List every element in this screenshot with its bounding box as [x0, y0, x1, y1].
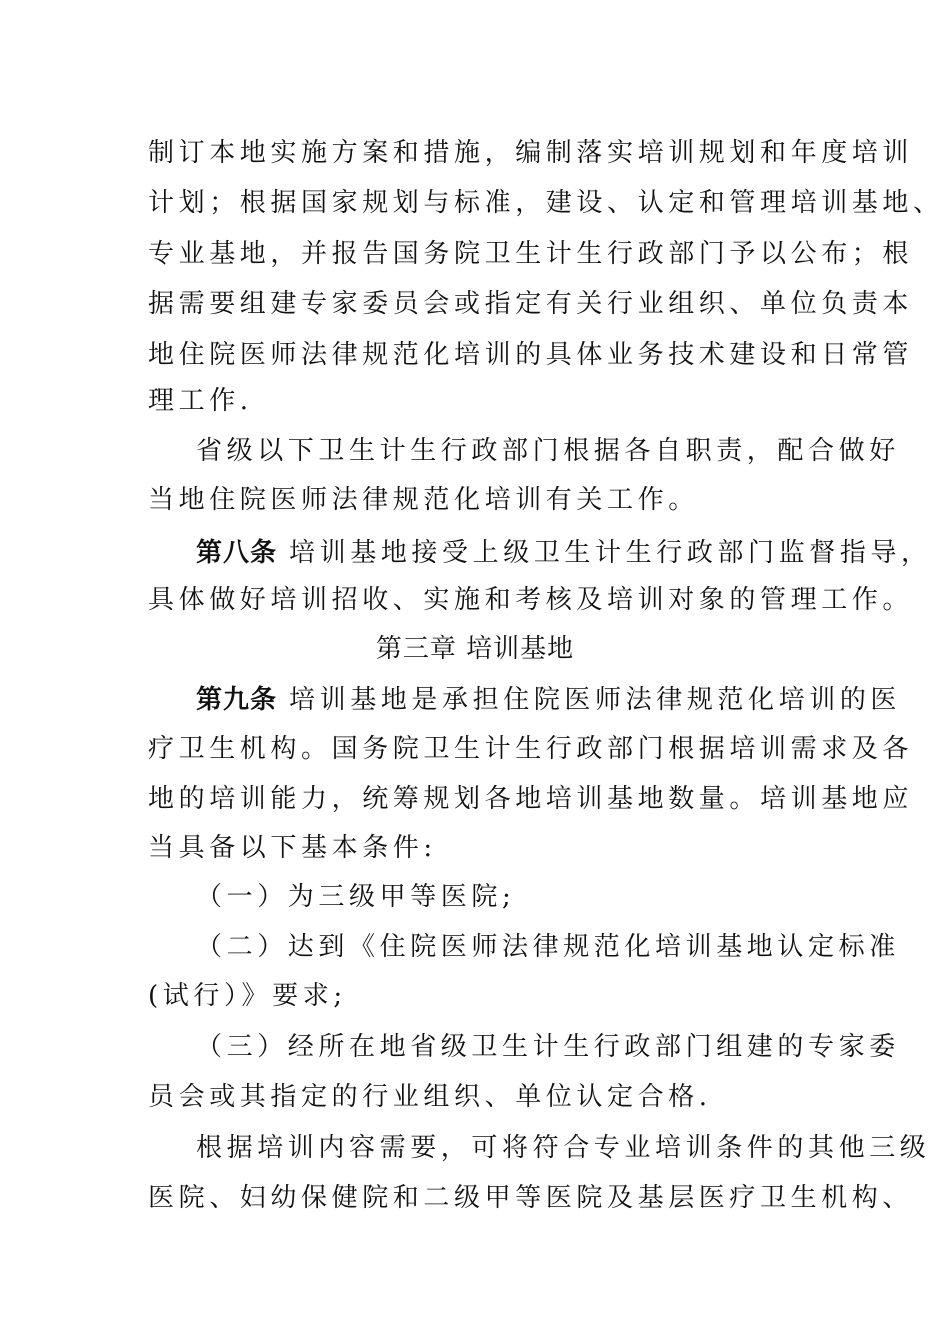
paragraph-line: 地的培训能力，统筹规划各地培训基地数量。培训基地应 — [148, 784, 914, 814]
chapter-heading: 第三章 培训基地 — [375, 634, 575, 664]
article-8-text: 培训基地接受上级卫生计生行政部门监督指导， — [289, 538, 932, 568]
paragraph-line: 根据培训内容需要，可将符合专业培训条件的其他三级 — [196, 1133, 931, 1163]
article-9-text: 培训基地是承担住院医师法律规范化培训的医 — [289, 685, 902, 715]
paragraph-line: 员会或其指定的行业组织、单位认定合格. — [148, 1082, 712, 1112]
paragraph-line: 省级以下卫生计生行政部门根据各自职责，配合做好 — [196, 436, 900, 466]
paragraph-line: 疗卫生机构。国务院卫生计生行政部门根据培训需求及各 — [148, 734, 914, 764]
paragraph-line: 理工作. — [148, 386, 253, 416]
paragraph-line: 当具备以下基本条件: — [148, 833, 437, 863]
paragraph-line: 据需要组建专家委员会或指定有关行业组织、单位负责本 — [148, 289, 914, 319]
article-9-label: 第九条 — [196, 685, 278, 715]
paragraph-line: 医院、妇幼保健院和二级甲等医院及基层医疗卫生机构、 — [148, 1183, 914, 1213]
paragraph-line: 当地住院医师法律规范化培训有关工作。 — [148, 485, 699, 515]
paragraph-line: (试行）》要求; — [148, 981, 347, 1011]
article-8-label: 第八条 — [196, 538, 278, 568]
paragraph-line: 制订本地实施方案和措施，编制落实培训规划和年度培训 — [148, 138, 914, 168]
list-item: （一）为三级甲等医院; — [196, 882, 516, 912]
paragraph-line: 计划；根据国家规划与标准，建设、认定和管理培训基地、 — [148, 188, 944, 218]
paragraph-line: 地住院医师法律规范化培训的具体业务技术建设和日常管 — [148, 340, 914, 370]
list-item: （三）经所在地省级卫生计生行政部门组建的专家委 — [196, 1032, 900, 1062]
paragraph-line: 专业基地，并报告国务院卫生计生行政部门予以公布；根 — [148, 239, 914, 269]
article-9-line — [196, 683, 901, 717]
list-item: （二）达到《住院医师法律规范化培训基地认定标准 — [196, 932, 900, 962]
paragraph-line: 具体做好培训招收、实施和考核及培训对象的管理工作。 — [148, 585, 914, 615]
article-8-line — [196, 536, 932, 570]
